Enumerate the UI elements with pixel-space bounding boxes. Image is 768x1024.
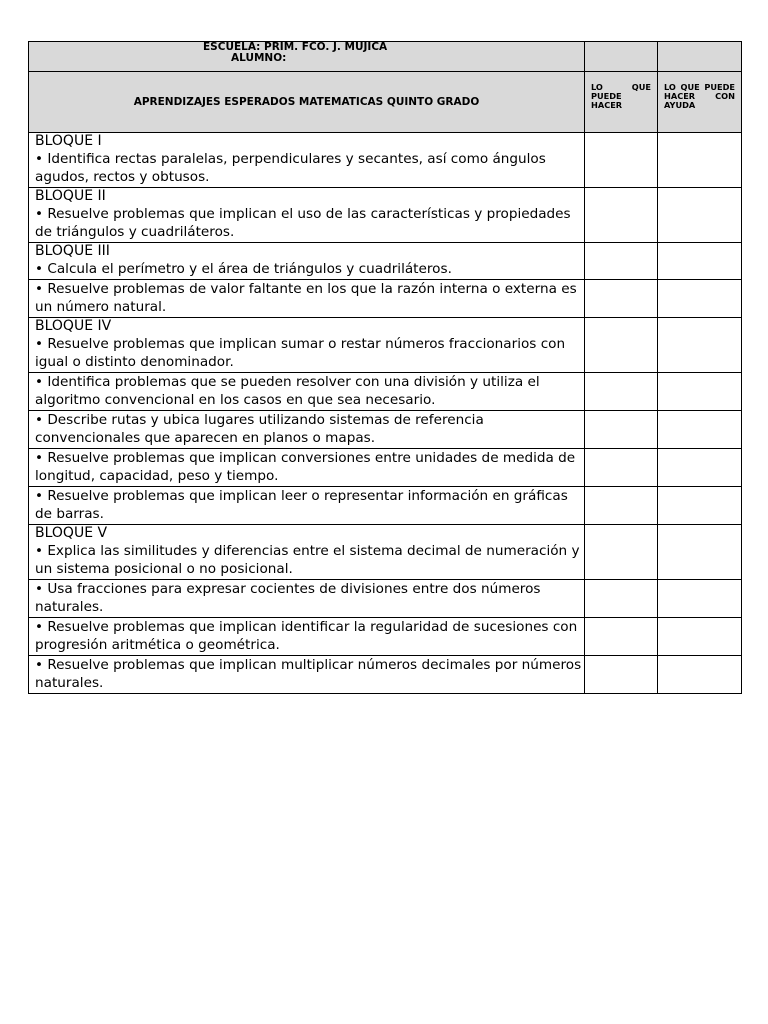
- learning-outcome-cell: [29, 280, 585, 318]
- block-title: BLOQUE II: [35, 188, 106, 204]
- check-cell-help[interactable]: [658, 449, 742, 487]
- check-cell-help[interactable]: [658, 373, 742, 411]
- check-cell-can[interactable]: [585, 411, 658, 449]
- learning-outcome-cell: [29, 188, 585, 243]
- check-cell-can[interactable]: [585, 133, 658, 188]
- check-cell-can[interactable]: [585, 487, 658, 525]
- check-cell-help[interactable]: [658, 318, 742, 373]
- school-blank-cell-1: [585, 42, 658, 72]
- check-cell-can[interactable]: [585, 373, 658, 411]
- table-row: [29, 318, 742, 373]
- check-cell-can[interactable]: [585, 318, 658, 373]
- check-cell-help[interactable]: [658, 656, 742, 694]
- column-header-help: LO QUE PUEDE HACER CON AYUDA: [658, 72, 742, 133]
- student-label: ALUMNO:: [231, 52, 287, 64]
- learning-outcome-text: • Resuelve problemas que implican leer o representar información en gráficas de barras.: [35, 488, 568, 522]
- school-cell: [29, 42, 585, 72]
- column-header-can: LO QUE PUEDE HACER: [585, 72, 658, 133]
- check-cell-can[interactable]: [585, 656, 658, 694]
- block-title: BLOQUE V: [35, 525, 108, 541]
- table-row: [29, 280, 742, 318]
- learning-outcome-cell: [29, 580, 585, 618]
- learning-outcome-text: • Usa fracciones para expresar cocientes de divisiones entre dos números naturales.: [35, 581, 541, 615]
- check-cell-help[interactable]: [658, 243, 742, 280]
- title-row: [29, 72, 742, 133]
- learning-outcome-cell: [29, 656, 585, 694]
- learning-outcome-cell: [29, 487, 585, 525]
- learning-outcome-text: • Resuelve problemas que implican el uso de las características y propiedades de triángulos y cuadriláteros.: [35, 206, 571, 240]
- learning-outcome-cell: [29, 449, 585, 487]
- learning-outcome-cell: [29, 525, 585, 580]
- learning-outcome-text: • Resuelve problemas que implican identificar la regularidad de sucesiones con progresión aritmética o geométrica.: [35, 619, 578, 653]
- block-title: BLOQUE III: [35, 243, 110, 259]
- learning-outcome-text: • Identifica rectas paralelas, perpendiculares y secantes, así como ángulos agudos, rectos y obtusos.: [35, 151, 546, 185]
- table-row: [29, 411, 742, 449]
- learning-outcome-text: • Calcula el perímetro y el área de triángulos y cuadriláteros.: [35, 261, 452, 277]
- table-row: [29, 525, 742, 580]
- check-cell-can[interactable]: [585, 449, 658, 487]
- learning-outcome-cell: [29, 373, 585, 411]
- check-cell-can[interactable]: [585, 618, 658, 656]
- check-cell-can[interactable]: [585, 188, 658, 243]
- school-row: [29, 42, 742, 72]
- check-cell-help[interactable]: [658, 525, 742, 580]
- table-row: [29, 487, 742, 525]
- check-cell-help[interactable]: [658, 580, 742, 618]
- learning-outcome-text: • Explica las similitudes y diferencias entre el sistema decimal de numeración y un sistema posicional o no posicional.: [35, 543, 580, 577]
- table-row: [29, 243, 742, 280]
- school-name: ESCUELA: PRIM. FCO. J. MUJICA: [203, 41, 388, 53]
- check-cell-can[interactable]: [585, 525, 658, 580]
- learning-outcome-cell: [29, 411, 585, 449]
- learning-outcome-cell: [29, 618, 585, 656]
- check-cell-can[interactable]: [585, 580, 658, 618]
- learning-outcome-text: • Resuelve problemas que implican conversiones entre unidades de medida de longitud, capacidad, peso y tiempo.: [35, 450, 576, 484]
- check-cell-help[interactable]: [658, 280, 742, 318]
- learning-outcome-text: • Resuelve problemas de valor faltante en los que la razón interna o externa es un número natural.: [35, 281, 577, 315]
- table-row: [29, 449, 742, 487]
- check-cell-help[interactable]: [658, 188, 742, 243]
- check-cell-help[interactable]: [658, 618, 742, 656]
- check-cell-help[interactable]: [658, 487, 742, 525]
- table-row: [29, 580, 742, 618]
- learning-outcome-cell: [29, 133, 585, 188]
- learning-rows: [29, 133, 742, 694]
- learning-outcome-text: • Describe rutas y ubica lugares utilizando sistemas de referencia convencionales que aparecen en planos o mapas.: [35, 412, 484, 446]
- block-title: BLOQUE IV: [35, 318, 112, 334]
- block-title: BLOQUE I: [35, 133, 102, 149]
- learning-outcome-text: • Resuelve problemas que implican multiplicar números decimales por números naturales.: [35, 657, 582, 691]
- check-cell-help[interactable]: [658, 133, 742, 188]
- check-cell-can[interactable]: [585, 280, 658, 318]
- check-cell-can[interactable]: [585, 243, 658, 280]
- table-row: [29, 373, 742, 411]
- table-row: [29, 656, 742, 694]
- table-title: APRENDIZAJES ESPERADOS MATEMATICAS QUINTO GRADO: [29, 72, 585, 133]
- learning-outcome-text: • Resuelve problemas que implican sumar o restar números fraccionarios con igual o distinto denominador.: [35, 336, 566, 370]
- learning-outcome-text: • Identifica problemas que se pueden resolver con una división y utiliza el algoritmo convencional en los casos en que sea necesario.: [35, 374, 540, 408]
- learning-outcome-cell: [29, 243, 585, 280]
- check-cell-help[interactable]: [658, 411, 742, 449]
- table-row: [29, 133, 742, 188]
- evaluation-table: [28, 41, 742, 694]
- school-blank-cell-2: [658, 42, 742, 72]
- table-row: [29, 188, 742, 243]
- learning-outcome-cell: [29, 318, 585, 373]
- table-row: [29, 618, 742, 656]
